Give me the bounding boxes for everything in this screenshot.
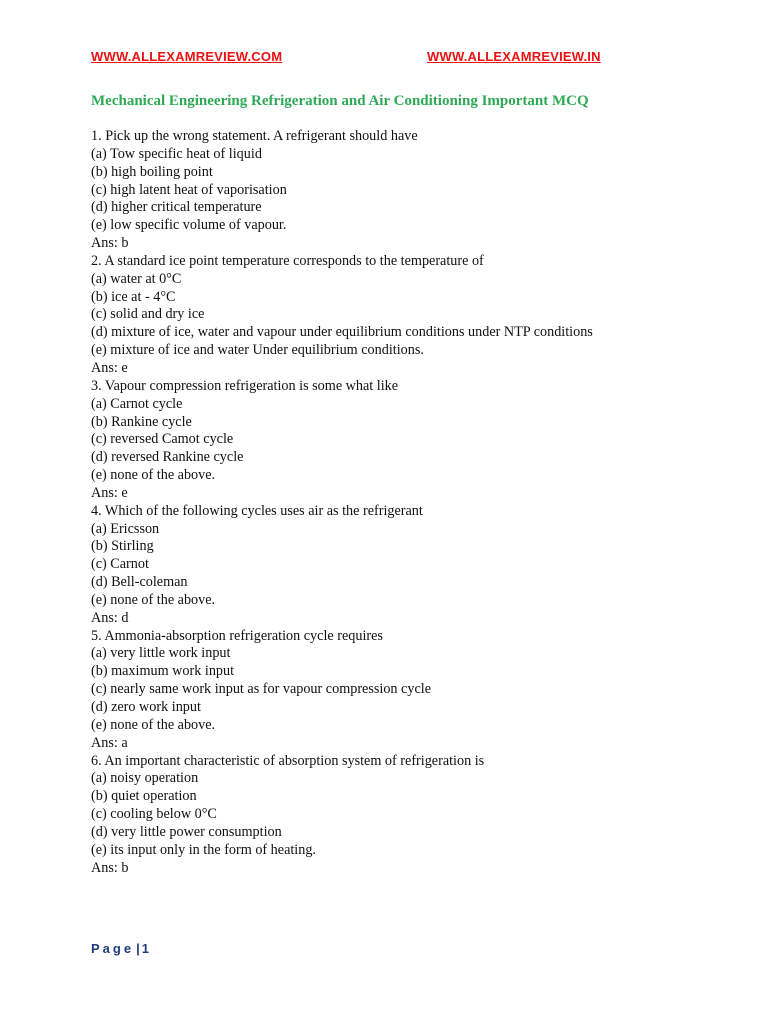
text-line: (a) water at 0°C [91, 270, 182, 287]
text-line: (c) solid and dry ice [91, 306, 205, 323]
text-line: (b) high boiling point [91, 163, 213, 180]
header-link-com[interactable]: WWW.ALLEXAMREVIEW.COM [91, 49, 283, 64]
text-line: (c) Carnot [91, 556, 149, 573]
page-separator: | [136, 941, 140, 956]
text-line: (e) its input only in the form of heating. [91, 841, 316, 858]
text-line: Ans: e [91, 359, 128, 376]
text-line: (a) Ericsson [91, 520, 160, 537]
text-line: (c) high latent heat of vaporisation [91, 181, 287, 198]
text-line: Ans: d [91, 609, 129, 626]
text-line: (e) none of the above. [91, 716, 216, 733]
text-line: (b) Stirling [91, 538, 154, 555]
text-line: (d) zero work input [91, 699, 201, 715]
text-line: (b) ice at - 4°C [91, 288, 176, 305]
text-line: (e) mixture of ice and water Under equilibrium conditions. [91, 342, 424, 359]
text-line: (e) none of the above. [91, 591, 216, 608]
text-line: Ans: a [91, 734, 128, 751]
text-line: 4. Which of the following cycles uses air as the refrigerant [91, 502, 423, 519]
text-line: (c) reversed Camot cycle [91, 431, 234, 448]
text-line: (c) cooling below 0°C [91, 806, 217, 823]
text-line: (a) very little work input [91, 645, 231, 662]
text-line: (c) nearly same work input as for vapour compression cycle [91, 681, 431, 698]
text-line: Ans: b [91, 859, 129, 876]
text-line: (e) none of the above. [91, 467, 216, 484]
text-line: 3. Vapour compression refrigeration is some what like [91, 377, 399, 394]
text-line: (d) very little power consumption [91, 823, 282, 840]
text-line: (d) reversed Rankine cycle [91, 449, 244, 466]
page-label: Page [91, 941, 135, 956]
mcq-content [91, 128, 711, 877]
text-line: (a) Carnot cycle [91, 395, 183, 412]
page-footer [91, 941, 149, 956]
text-line: 6. An important characteristic of absorption system of refrigeration is [91, 752, 485, 769]
text-line: Ans: b [91, 235, 129, 252]
text-line: 5. Ammonia-absorption refrigeration cycle requires [91, 627, 383, 644]
text-line: (b) Rankine cycle [91, 413, 192, 430]
page-number: 1 [141, 941, 149, 956]
header-link-in[interactable]: WWW.ALLEXAMREVIEW.IN [427, 49, 601, 64]
text-line: Ans: e [91, 484, 128, 501]
text-line: (d) mixture of ice, water and vapour under equilibrium conditions under NTP conditions [91, 324, 593, 341]
text-line: 1. Pick up the wrong statement. A refrigerant should have [91, 128, 418, 144]
text-line: (e) low specific volume of vapour. [91, 217, 287, 234]
text-line: (d) higher critical temperature [91, 199, 262, 216]
text-line: 2. A standard ice point temperature corresponds to the temperature of [91, 252, 484, 269]
text-line: (b) quiet operation [91, 788, 197, 805]
text-line: (a) Tow specific heat of liquid [91, 145, 262, 162]
text-line: (a) noisy operation [91, 770, 199, 787]
text-line: (d) Bell-coleman [91, 574, 188, 591]
text-line: (b) maximum work input [91, 663, 235, 680]
document-title: Mechanical Engineering Refrigeration and Air Conditioning Important MCQ [91, 93, 589, 109]
